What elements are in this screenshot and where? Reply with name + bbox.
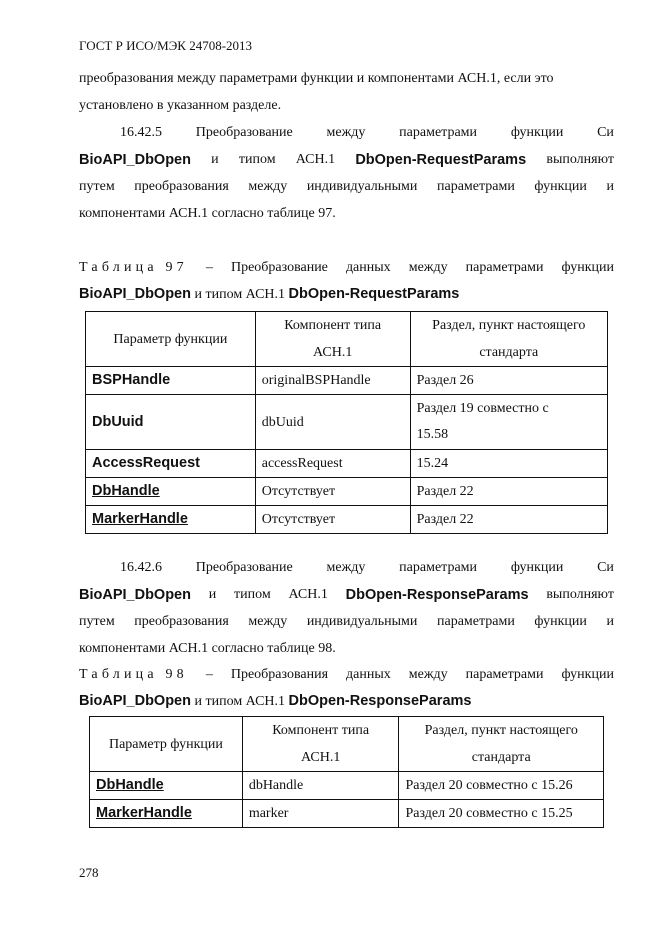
- header-cell: [242, 717, 399, 772]
- text-span: функции: [561, 260, 614, 275]
- table-row: [86, 506, 608, 534]
- text-span: –: [205, 260, 213, 275]
- text-span: между: [326, 125, 366, 140]
- header-cell: Параметр функции: [90, 717, 243, 772]
- table-row: [90, 772, 604, 800]
- type-name: DbOpen-ResponseParams: [288, 693, 472, 709]
- text-span: параметрами: [436, 179, 515, 194]
- header-text: Раздел, пункт настоящего: [432, 318, 586, 333]
- type-name: DbOpen-RequestParams: [355, 152, 527, 168]
- text-span: параметрами: [465, 667, 544, 682]
- text-span: –: [205, 667, 213, 682]
- type-name: DbOpen-ResponseParams: [345, 587, 529, 603]
- paragraph-line: компонентами АСН.1 согласно таблице 98.: [79, 641, 336, 656]
- caption-label: Таблица 98: [79, 667, 188, 682]
- component-cell: dbHandle: [242, 772, 399, 800]
- component-cell: Отсутствует: [255, 478, 410, 506]
- text-span: Преобразование: [195, 125, 293, 140]
- text-span: и типом АСН.1: [190, 287, 289, 302]
- paragraph-line: [79, 151, 614, 169]
- param-cell: [86, 478, 256, 506]
- paragraph-line: [120, 124, 614, 142]
- table-row: [86, 450, 608, 478]
- text-span: типом: [238, 152, 276, 167]
- header-cell: [255, 312, 410, 367]
- text-span: функции: [534, 614, 587, 629]
- component-cell: accessRequest: [255, 450, 410, 478]
- text-span: Си: [597, 125, 614, 140]
- text-span: между: [248, 179, 288, 194]
- table-header-row: [90, 717, 604, 772]
- text-span: и: [208, 587, 217, 602]
- text-span: выполняют: [546, 587, 614, 602]
- table-97: [85, 311, 608, 534]
- table-caption: [79, 666, 614, 684]
- text-span: параметрами: [399, 125, 478, 140]
- text-span: функции: [510, 560, 564, 575]
- text-span: типом: [234, 587, 271, 602]
- param-cell: [86, 506, 256, 534]
- text-span: функции: [534, 179, 587, 194]
- text-span: функции: [561, 667, 614, 682]
- table-row: [86, 367, 608, 395]
- table-row: [90, 800, 604, 828]
- table-98: [89, 716, 604, 828]
- text-span: АСН.1: [295, 152, 336, 167]
- text-span: между: [408, 260, 448, 275]
- text-span: Преобразование: [195, 560, 293, 575]
- text-span: путем: [79, 179, 115, 194]
- text-span: между: [248, 614, 288, 629]
- function-name: BioAPI_DbOpen: [79, 152, 191, 168]
- param-cell: DbUuid: [86, 395, 256, 450]
- text-span: функции: [510, 125, 564, 140]
- section-number: 16.42.5: [120, 125, 162, 140]
- section-cell: Раздел 22: [410, 478, 607, 506]
- text-span: преобразования: [134, 179, 229, 194]
- section-cell: Раздел 20 совместно с 15.26: [399, 772, 604, 800]
- section-number: 16.42.6: [120, 560, 162, 575]
- function-name: BioAPI_DbOpen: [79, 693, 191, 709]
- text-span: преобразования между параметрами функции и компонентами АСН.1, если это: [79, 71, 554, 86]
- text-span: данных: [345, 260, 391, 275]
- param-link-text: DbHandle: [92, 483, 160, 499]
- text-span: и: [211, 152, 219, 167]
- table-caption-line: [79, 285, 614, 304]
- section-text: 15.58: [416, 427, 449, 442]
- section-cell: Раздел 26: [410, 367, 607, 395]
- param-cell: AccessRequest: [86, 450, 256, 478]
- header-cell: [399, 717, 604, 772]
- paragraph-line: установлено в указанном разделе.: [79, 98, 282, 113]
- text-span: и: [606, 614, 614, 629]
- param-link-text: MarkerHandle: [96, 805, 192, 821]
- param-cell: [90, 800, 243, 828]
- text-span: путем: [79, 614, 115, 629]
- table-header-row: [86, 312, 608, 367]
- table-caption: [79, 259, 614, 277]
- section-cell: 15.24: [410, 450, 607, 478]
- paragraph-line: [79, 613, 614, 631]
- param-link-text: MarkerHandle: [92, 511, 188, 527]
- table-row: [86, 478, 608, 506]
- table-caption-line: [79, 692, 614, 711]
- paragraph-line: [79, 70, 614, 88]
- component-cell: originalBSPHandle: [255, 367, 410, 395]
- header-cell: [410, 312, 607, 367]
- text-span: Преобразования: [230, 667, 329, 682]
- header-text: АСН.1: [300, 750, 341, 765]
- header-text: Компонент типа: [284, 318, 382, 333]
- section-cell: Раздел 22: [410, 506, 607, 534]
- header-text: АСН.1: [312, 345, 353, 360]
- paragraph-line: [79, 586, 614, 604]
- header-text: Компонент типа: [272, 723, 370, 738]
- param-link-text: DbHandle: [96, 777, 164, 793]
- document-header: ГОСТ Р ИСО/МЭК 24708-2013: [79, 38, 253, 53]
- text-span: выполняют: [546, 152, 614, 167]
- type-name: DbOpen-RequestParams: [288, 286, 460, 302]
- text-span: индивидуальными: [306, 179, 418, 194]
- param-cell: [90, 772, 243, 800]
- header-text: стандарта: [479, 345, 539, 360]
- section-cell: [410, 395, 607, 450]
- text-span: между: [408, 667, 448, 682]
- param-cell: BSPHandle: [86, 367, 256, 395]
- text-span: данных: [346, 667, 391, 682]
- text-span: преобразования: [134, 614, 229, 629]
- page-number: 278: [79, 865, 99, 880]
- component-cell: Отсутствует: [255, 506, 410, 534]
- text-span: параметрами: [399, 560, 478, 575]
- paragraph-line: [120, 559, 614, 577]
- table-row: [86, 395, 608, 450]
- text-span: параметрами: [436, 614, 515, 629]
- component-cell: marker: [242, 800, 399, 828]
- text-span: и типом АСН.1: [190, 694, 289, 709]
- caption-label: Таблица 97: [79, 260, 188, 275]
- component-cell: dbUuid: [255, 395, 410, 450]
- text-span: АСН.1: [288, 587, 328, 602]
- text-span: параметрами: [465, 260, 544, 275]
- text-span: индивидуальными: [306, 614, 418, 629]
- function-name: BioAPI_DbOpen: [79, 587, 191, 603]
- text-span: Си: [597, 560, 614, 575]
- paragraph-line: компонентами АСН.1 согласно таблице 97.: [79, 206, 336, 221]
- header-cell: Параметр функции: [86, 312, 256, 367]
- text-span: между: [326, 560, 366, 575]
- function-name: BioAPI_DbOpen: [79, 286, 191, 302]
- header-text: Раздел, пункт настоящего: [424, 723, 578, 738]
- paragraph-line: [79, 178, 614, 196]
- section-text: Раздел 19 совместно с: [416, 401, 549, 416]
- section-cell: Раздел 20 совместно с 15.25: [399, 800, 604, 828]
- text-span: и: [606, 179, 614, 194]
- text-span: Преобразование: [230, 260, 328, 275]
- header-text: стандарта: [471, 750, 531, 765]
